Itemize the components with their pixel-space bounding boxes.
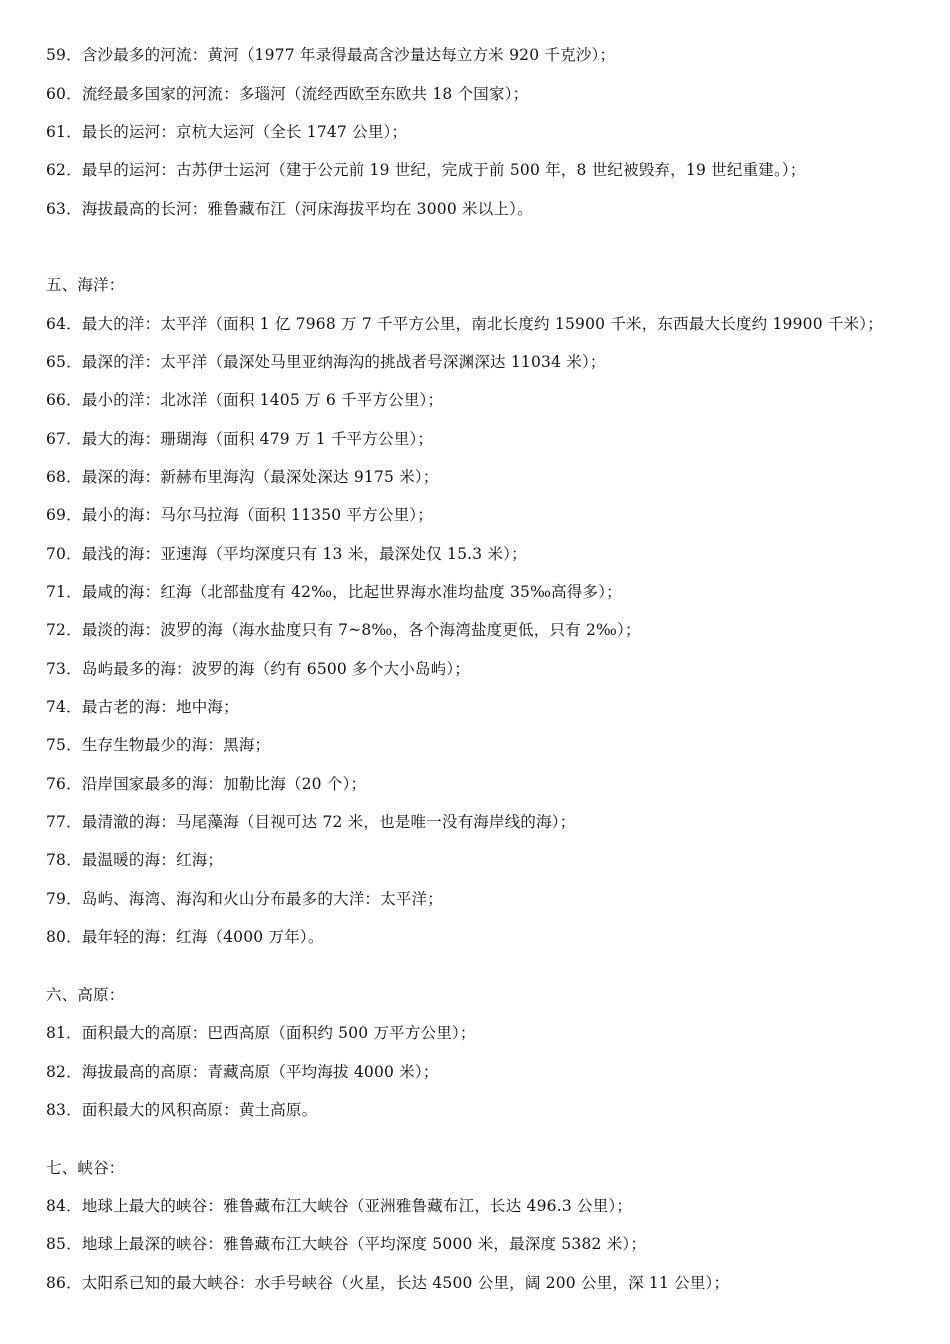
list-item: 85．地球上最深的峡谷：雅鲁藏布江大峡谷（平均深度 5000 米，最深度 5382 米）； <box>46 1235 647 1253</box>
section-heading: 七、峡谷： <box>46 1159 125 1177</box>
list-item: 82．海拔最高的高原：青藏高原（平均海拔 4000 米）； <box>46 1063 439 1081</box>
list-item: 73．岛屿最多的海：波罗的海（约有 6500 多个大小岛屿）； <box>46 660 470 678</box>
list-item: 63．海拔最高的长河：雅鲁藏布江（河床海拔平均在 3000 米以上）。 <box>46 200 533 218</box>
list-item: 84．地球上最大的峡谷：雅鲁藏布江大峡谷（亚洲雅鲁藏布江，长达 496.3 公里）； <box>46 1197 633 1215</box>
list-item: 60．流经最多国家的河流：多瑙河（流经西欧至东欧共 18 个国家）； <box>46 85 529 103</box>
list-item: 75．生存生物最少的海：黑海； <box>46 736 271 754</box>
list-item: 86．太阳系已知的最大峡谷：水手号峡谷（火星，长达 4500 公里，阔 200 公里，深 11 公里）； <box>46 1274 730 1292</box>
list-item: 65．最深的洋：太平洋（最深处马里亚纳海沟的挑战者号深渊深达 11034 米）； <box>46 353 606 371</box>
list-item: 72．最淡的海：波罗的海（海水盐度只有 7~8‰，各个海湾盐度更低，只有 2‰）； <box>46 621 641 639</box>
list-item: 68．最深的海：新赫布里海沟（最深处深达 9175 米）； <box>46 468 439 486</box>
list-item: 78．最温暖的海：红海； <box>46 851 224 869</box>
list-item: 59．含沙最多的河流：黄河（1977 年录得最高含沙量达每立方米 920 千克沙）； <box>46 46 616 64</box>
list-item: 80．最年轻的海：红海（4000 万年）。 <box>46 928 324 946</box>
section-heading: 六、高原： <box>46 986 125 1004</box>
section-heading: 五、海洋： <box>46 276 125 294</box>
list-item: 64．最大的洋：太平洋（面积 1 亿 7968 万 7 千平方公里，南北长度约 15900 千米，东西最大长度约 19900 千米）； <box>46 315 883 333</box>
list-item: 77．最清澈的海：马尾藻海（目视可达 72 米，也是唯一没有海岸线的海）； <box>46 813 576 831</box>
list-item: 79．岛屿、海湾、海沟和火山分布最多的大洋：太平洋； <box>46 890 443 908</box>
list-item: 83．面积最大的风积高原：黄土高原。 <box>46 1101 318 1119</box>
list-item: 69．最小的海：马尔马拉海（面积 11350 平方公里）； <box>46 506 433 524</box>
list-item: 62．最早的运河：古苏伊士运河（建于公元前 19 世纪，完成于前 500 年，8 世纪被毁弃，19 世纪重建。）； <box>46 161 806 179</box>
list-item: 71．最咸的海：红海（北部盐度有 42‰，比起世界海水准均盐度 35‰高得多）； <box>46 583 622 601</box>
list-item: 74．最古老的海：地中海； <box>46 698 239 716</box>
list-item: 76．沿岸国家最多的海：加勒比海（20 个）； <box>46 775 367 793</box>
list-item: 70．最浅的海：亚速海（平均深度只有 13 米，最深处仅 15.3 米）； <box>46 545 527 563</box>
list-item: 67．最大的海：珊瑚海（面积 479 万 1 千平方公里）； <box>46 430 434 448</box>
list-item: 66．最小的洋：北冰洋（面积 1405 万 6 千平方公里）； <box>46 391 444 409</box>
list-item: 61．最长的运河：京杭大运河（全长 1747 公里）； <box>46 123 408 141</box>
list-item: 81．面积最大的高原：巴西高原（面积约 500 万平方公里）； <box>46 1024 476 1042</box>
